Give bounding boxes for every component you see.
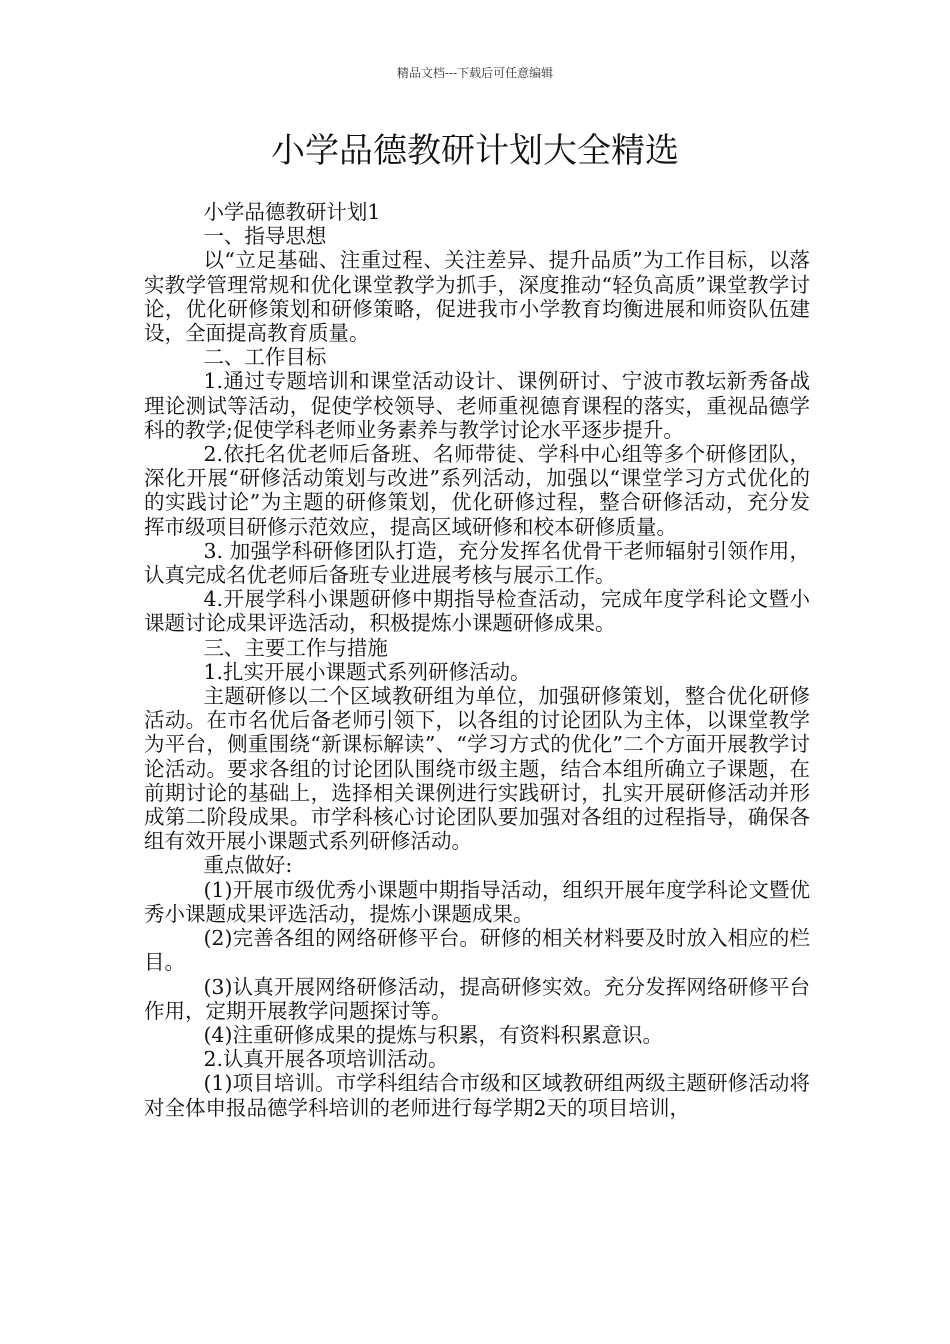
header-note: 精品文档---下载后可任意编辑 — [396, 66, 554, 80]
subheading-activity-1: 1.扎实开展小课题式系列研修活动。 — [203, 659, 531, 684]
paragraph-goal-4: 4.开展学科小课题研修中期指导检查活动，完成年度学科论文暨小课题讨论成果评选活动，积极提炼小课题研修成果。 — [144, 587, 810, 636]
list-item-2: (2)完善各组的网络研修平台。研修的相关材料要及时放入相应的栏目。 — [144, 926, 810, 975]
section-heading-work-goals: 二、工作目标 — [203, 345, 327, 370]
paragraph-theme-research: 主题研修以二个区域教研组为单位，加强研修策划，整合优化研修活动。在市名优后备老师引领下，以各组的讨论团队为主体，以课堂教学为平台，侧重围绕“新课标解读”、“学习方式的优化”二个方面开展教学讨论活动。要求各组的讨论团队围绕市级主题，结合本组所确立子课题，在前期讨论的基础上，选择相关课例进行实践研讨，扎实开展研修活动并形成第二阶段成果。市学科核心讨论团队要加强对各组的过程指导，确保各组有效开展小课题式系列研修活动。 — [144, 684, 810, 854]
list-item-3: (3)认真开展网络研修活动，提高研修实效。充分发挥网络研修平台作用，定期开展教学问题探讨等。 — [144, 974, 810, 1023]
section-heading-guiding-idea: 一、指导思想 — [203, 224, 327, 249]
document-body — [144, 200, 810, 1120]
list-item-4: (4)注重研修成果的提炼与积累，有资料积累意识。 — [203, 1022, 663, 1047]
subheading-activity-2: 2.认真开展各项培训活动。 — [203, 1047, 449, 1072]
section-heading-main-work: 三、主要工作与措施 — [203, 635, 388, 660]
list-item-1: (1)开展市级优秀小课题中期指导活动，组织开展年度学科论文暨优秀小课题成果评选活动，提炼小课题成果。 — [144, 877, 810, 926]
paragraph-goal-1: 1.通过专题培训和课堂活动设计、课例研讨、宁波市教坛新秀备战理论测试等活动，促使学校领导、老师重视德育课程的落实，重视品德学科的教学;促使学科老师业务素养与教学讨论水平逐步提升。 — [144, 369, 810, 442]
paragraph-goal-3: 3. 加强学科研修团队打造，充分发挥名优骨干老师辐射引领作用，认真完成名优老师后备班专业进展考核与展示工作。 — [144, 538, 810, 588]
subheading-key-points: 重点做好: — [203, 853, 293, 878]
document-title: 小学品德教研计划大全精选 — [271, 131, 679, 171]
paragraph-goal-2: 2.依托名优老师后备班、名师带徒、学科中心组等多个研修团队，深化开展“研修活动策划与改进”系列活动，加强以“课堂学习方式优化的的实践讨论”为主题的研修策划，优化研修过程，整合研修活动，充分发挥市级项目研修示范效应，提高区域研修和校本研修质量。 — [144, 442, 810, 539]
plan-heading: 小学品德教研计划1 — [203, 200, 381, 224]
paragraph-project-training: (1)项目培训。市学科组结合市级和区域教研组两级主题研修活动将对全体申报品德学科培训的老师进行每学期2天的项目培训， — [144, 1071, 810, 1120]
paragraph-guiding-idea: 以“立足基础、注重过程、关注差异、提升品质”为工作目标，以落实教学管理常规和优化课堂教学为抓手，深度推动“轻负高质”课堂教学讨论，优化研修策划和研修策略，促进我市小学教育均衡进展和师资队伍建设，全面提高教育质量。 — [144, 248, 810, 346]
